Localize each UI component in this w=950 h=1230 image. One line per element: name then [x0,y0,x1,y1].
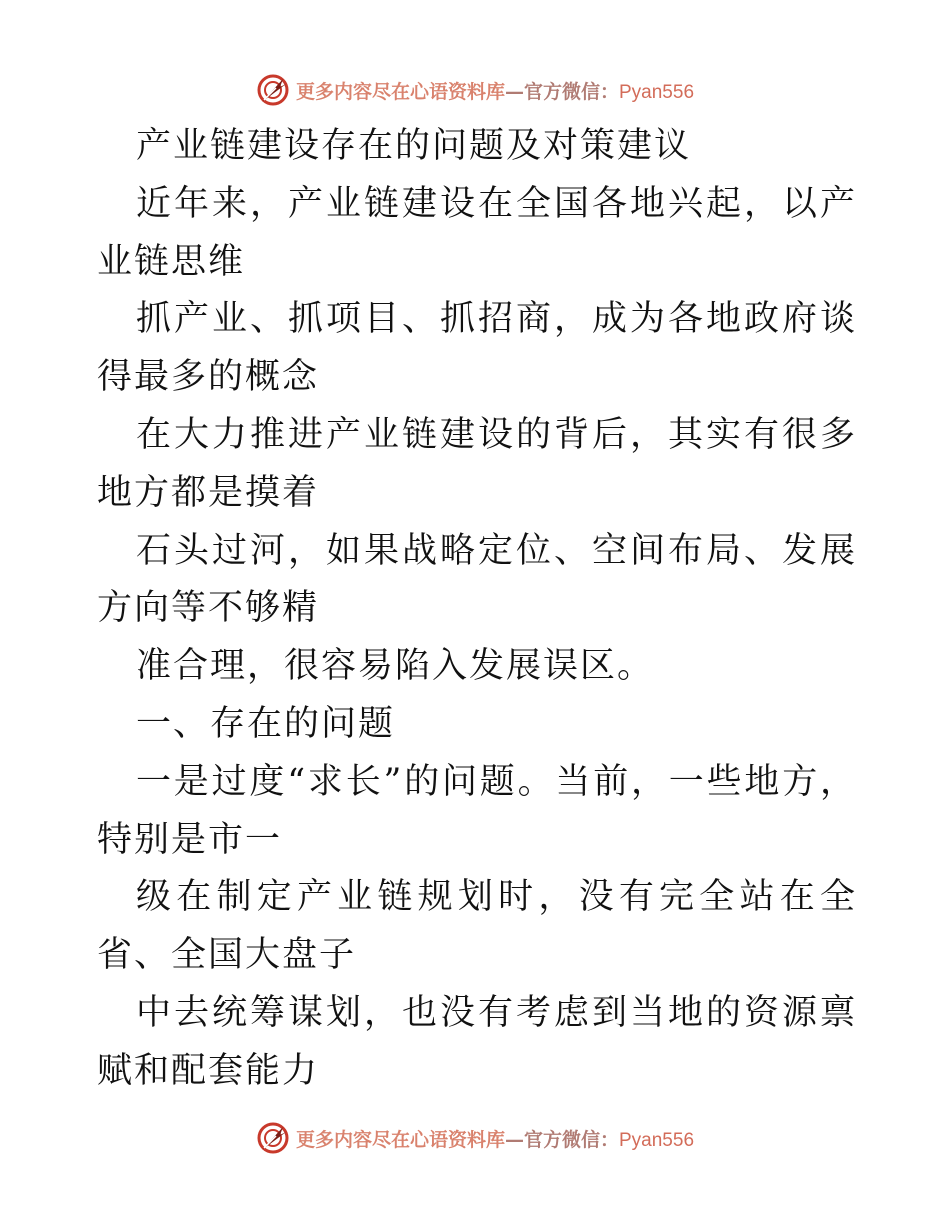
document-body [97,118,857,1101]
paragraph: 准合理，很容易陷入发展误区。 [136,646,655,687]
document-title: 产业链建设存在的问题及对策建议 [136,126,692,166]
section-heading: 一、存在的问题 [136,703,396,744]
header-watermark-text [296,77,694,104]
header-watermark-banner [0,70,950,110]
footer-watermark-main: 更多内容尽在心语资料库 [295,1128,505,1151]
paragraph: 石头过河，如果战略定位、空间布局、发展方向等不够精 [97,530,857,629]
header-watermark-id: Pyan556 [619,81,695,103]
header-watermark-mid: —官方微信： [504,80,619,103]
footer-watermark-id: Pyan556 [619,1129,695,1151]
footer-watermark-banner [0,1118,950,1158]
quill-logo-icon [256,73,290,107]
footer-watermark-mid: —官方微信： [504,1128,619,1151]
paragraph: 在大力推进产业链建设的背后，其实有很多地方都是摸着 [97,414,857,513]
header-watermark-main: 更多内容尽在心语资料库 [295,80,505,103]
paragraph: 抓产业、抓项目、抓招商，成为各地政府谈得最多的概念 [97,299,857,398]
paragraph: 一是过度“求长”的问题。当前，一些地方，特别是市一 [97,761,857,860]
paragraph: 近年来，产业链建设在全国各地兴起，以产业链思维 [97,183,857,282]
footer-watermark-text [296,1125,694,1152]
paragraph: 级在制定产业链规划时，没有完全站在全省、全国大盘子 [97,877,857,976]
paragraph: 中去统筹谋划，也没有考虑到当地的资源禀赋和配套能力 [97,992,857,1091]
quill-logo-icon [256,1121,290,1155]
